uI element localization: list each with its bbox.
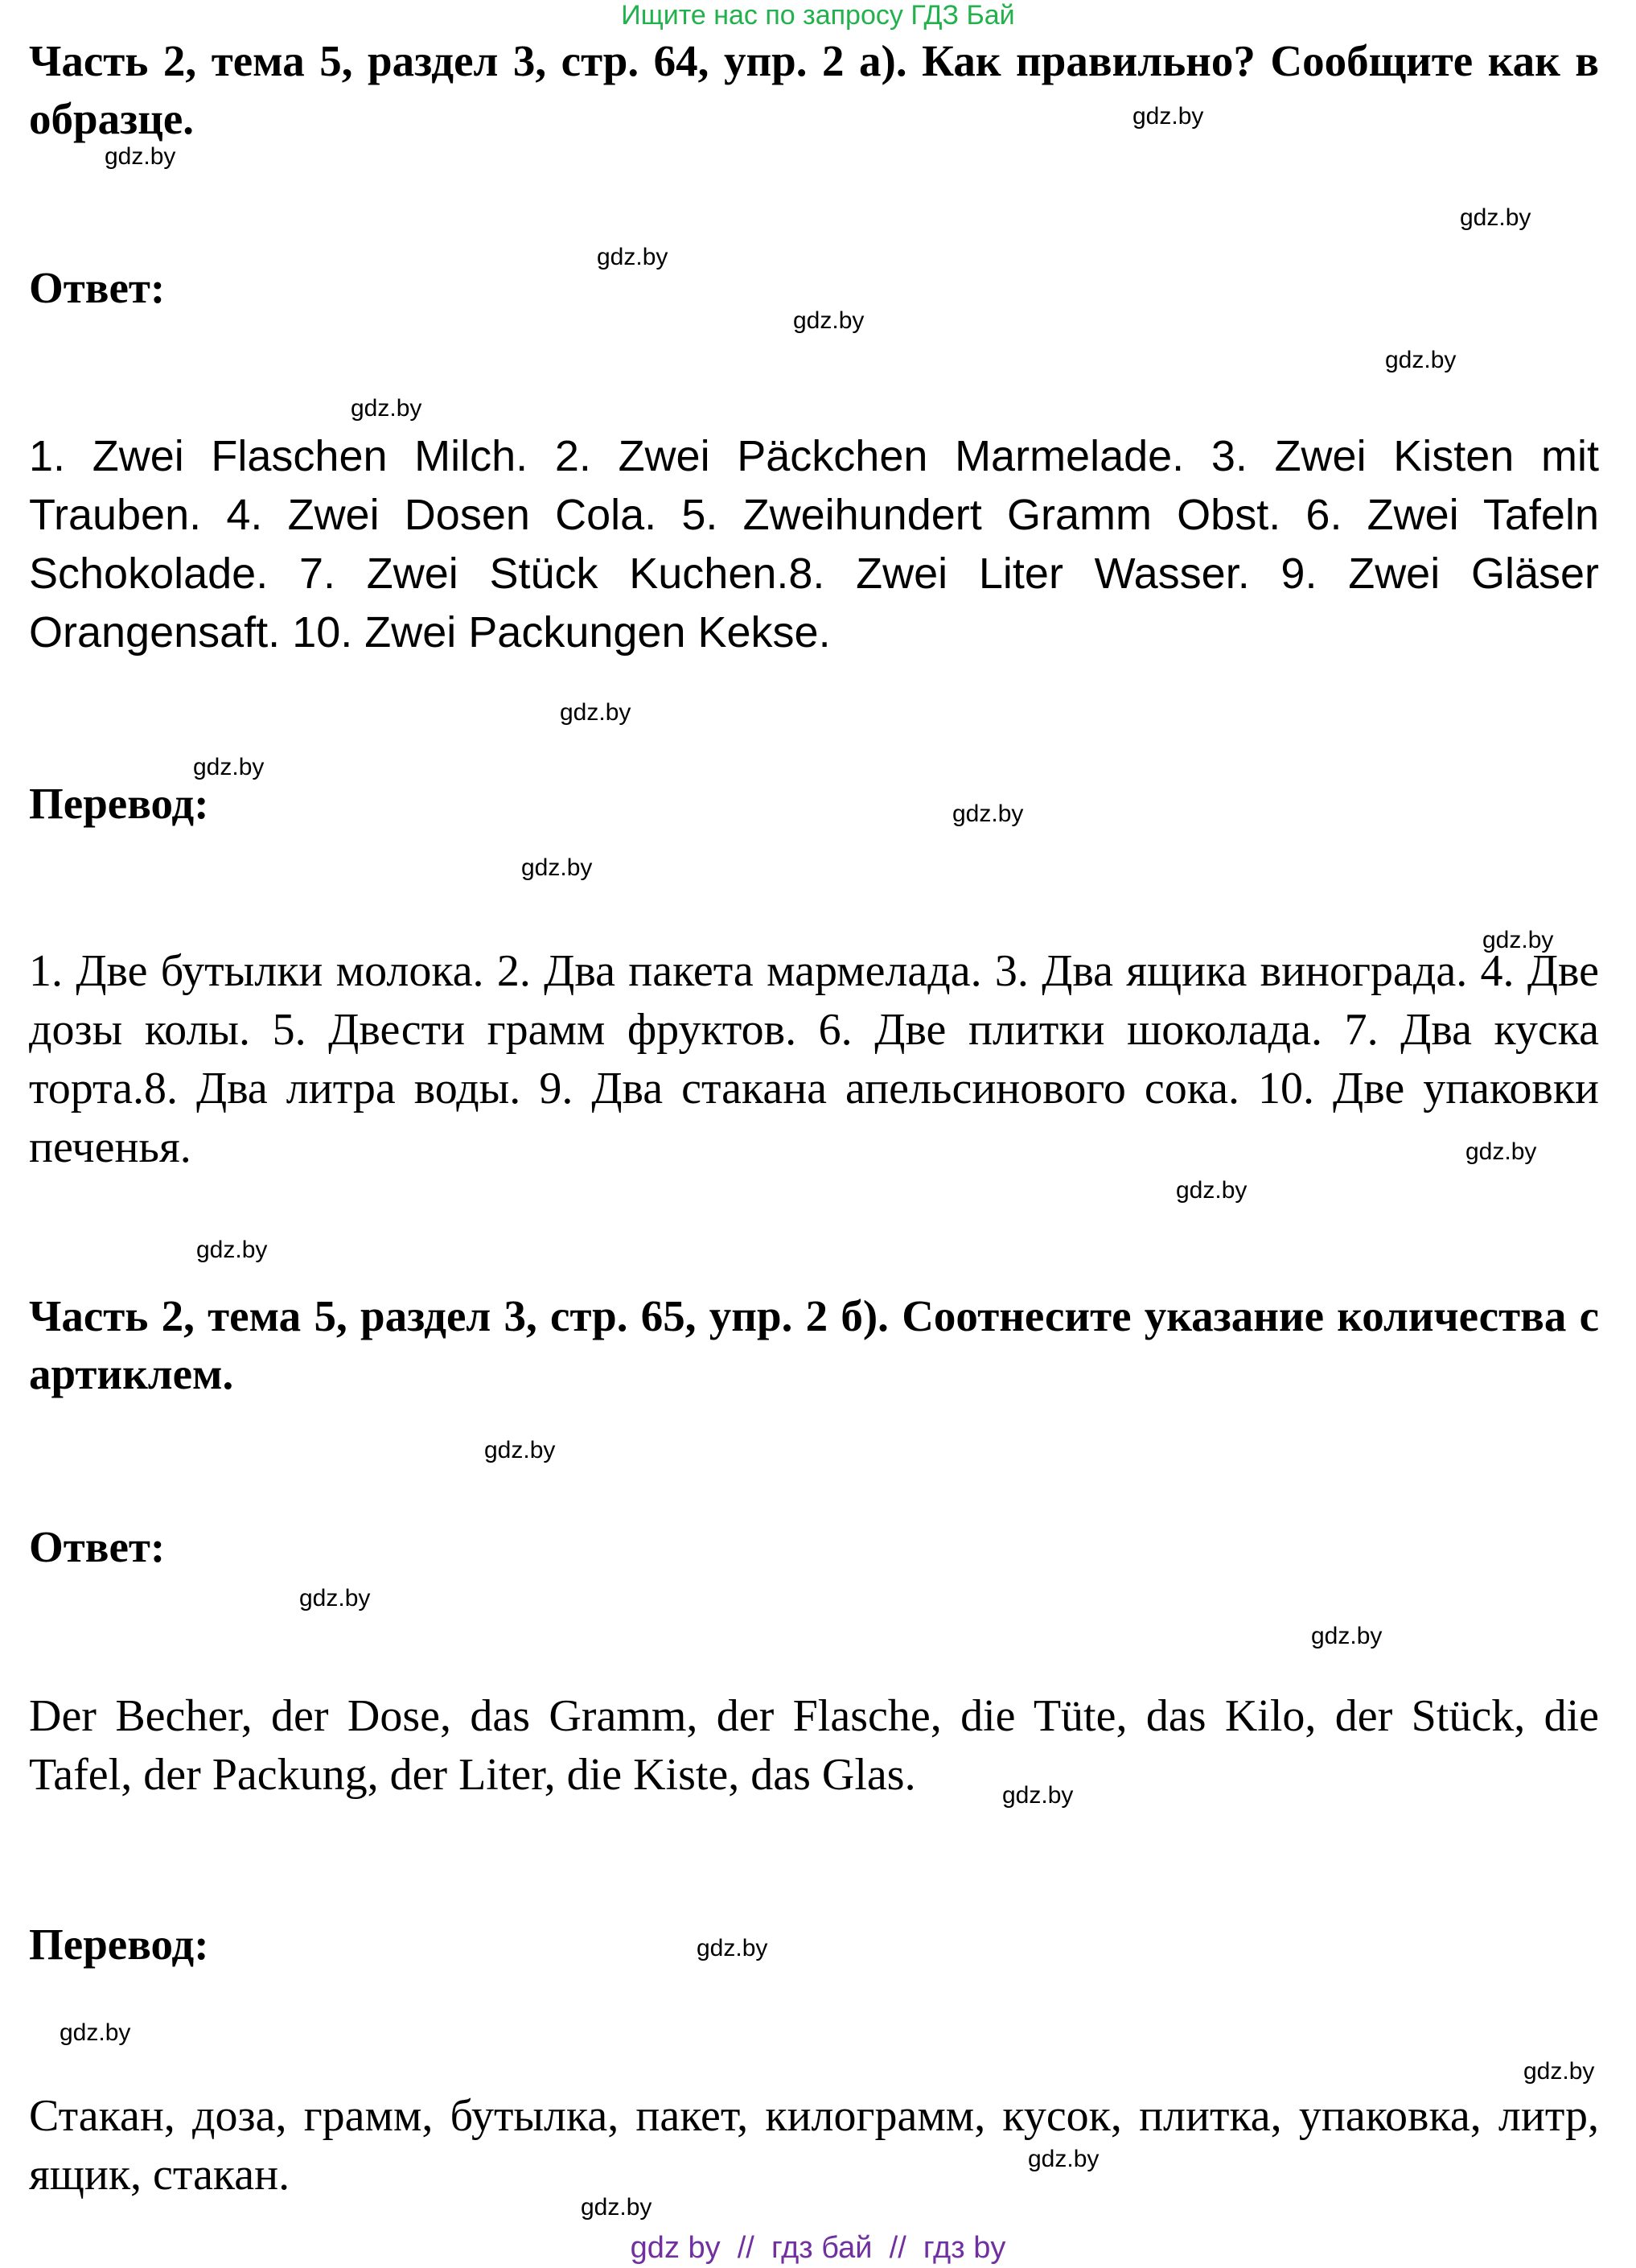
watermark: gdz.by [1028, 2146, 1100, 2172]
watermark: gdz.by [1002, 1782, 1074, 1809]
watermark: gdz.by [1465, 1138, 1537, 1165]
watermark: gdz.by [105, 143, 176, 170]
watermark: gdz.by [581, 2194, 652, 2221]
watermark: gdz.by [1311, 1623, 1383, 1649]
watermark: gdz.by [484, 1437, 556, 1463]
watermark: gdz.by [952, 801, 1024, 827]
section1-translation-text: 1. Две бутылки молока. 2. Два пакета мармелада. 3. Два ящика винограда. 4. Две дозы колы. 5. Двести грамм фруктов. 6. Две плитки шоколада. 7. Два куска торта.8. Два литра воды. 9. Два стакана апельсинового сока. 10. Две упаковки печенья. [29, 946, 1599, 1172]
section2-answer-text: Der Becher, der Dose, das Gramm, der Flasche, die Tüte, das Kilo, der Stück, die Tafel, der Packung, der Liter, die Kiste, das Glas. [29, 1691, 1599, 1800]
section2-answer-label: Ответ: [29, 1522, 166, 1571]
section1-heading: Часть 2, тема 5, раздел 3, стр. 64, упр. 2 а). Как правильно? Сообщите как в образце. [29, 36, 1599, 143]
watermark: gdz.by [1176, 1177, 1248, 1204]
watermark: gdz.by [1460, 204, 1531, 231]
footer-links: gdz by // гдз бай // гдз by [630, 2231, 1006, 2265]
watermark: gdz.by [1482, 927, 1554, 953]
watermark: gdz.by [697, 1935, 768, 1961]
watermark: gdz.by [1132, 103, 1204, 130]
section2-translation-text: Стакан, доза, грамм, бутылка, пакет, килограмм, кусок, плитка, упаковка, литр, ящик, стакан. [29, 2091, 1599, 2200]
watermark: gdz.by [196, 1237, 268, 1263]
watermark: gdz.by [1523, 2058, 1595, 2085]
watermark: gdz.by [597, 244, 668, 270]
watermark: gdz.by [60, 2019, 131, 2046]
watermark: gdz.by [299, 1585, 371, 1611]
watermark: gdz.by [560, 699, 631, 726]
watermark: gdz.by [351, 395, 422, 422]
section2-heading: Часть 2, тема 5, раздел 3, стр. 65, упр. 2 б). Соотнесите указание количества с артиклем. [29, 1291, 1599, 1398]
watermark: gdz.by [521, 854, 593, 881]
watermark: gdz.by [193, 754, 265, 780]
watermark: gdz.by [1385, 347, 1457, 373]
section1-answer-label: Ответ: [29, 263, 166, 312]
section2-translation-label: Перевод: [29, 1920, 209, 1969]
section1-answer-text: 1. Zwei Flaschen Milch. 2. Zwei Päckchen Marmelade. 3. Zwei Kisten mit Trauben. 4. Zwei Dosen Cola. 5. Zweihundert Gramm Obst. 6. Zwei Tafeln Schokolade. 7. Zwei Stück Kuchen.8. Zwei Liter Wasser. 9. Zwei Gläser Orangensaft. 10. Zwei Packungen Kekse. [29, 432, 1599, 657]
watermark: gdz.by [793, 307, 865, 334]
top-banner: Ищите нас по запросу ГДЗ Бай [621, 0, 1015, 31]
section1-translation-label: Перевод: [29, 779, 209, 828]
